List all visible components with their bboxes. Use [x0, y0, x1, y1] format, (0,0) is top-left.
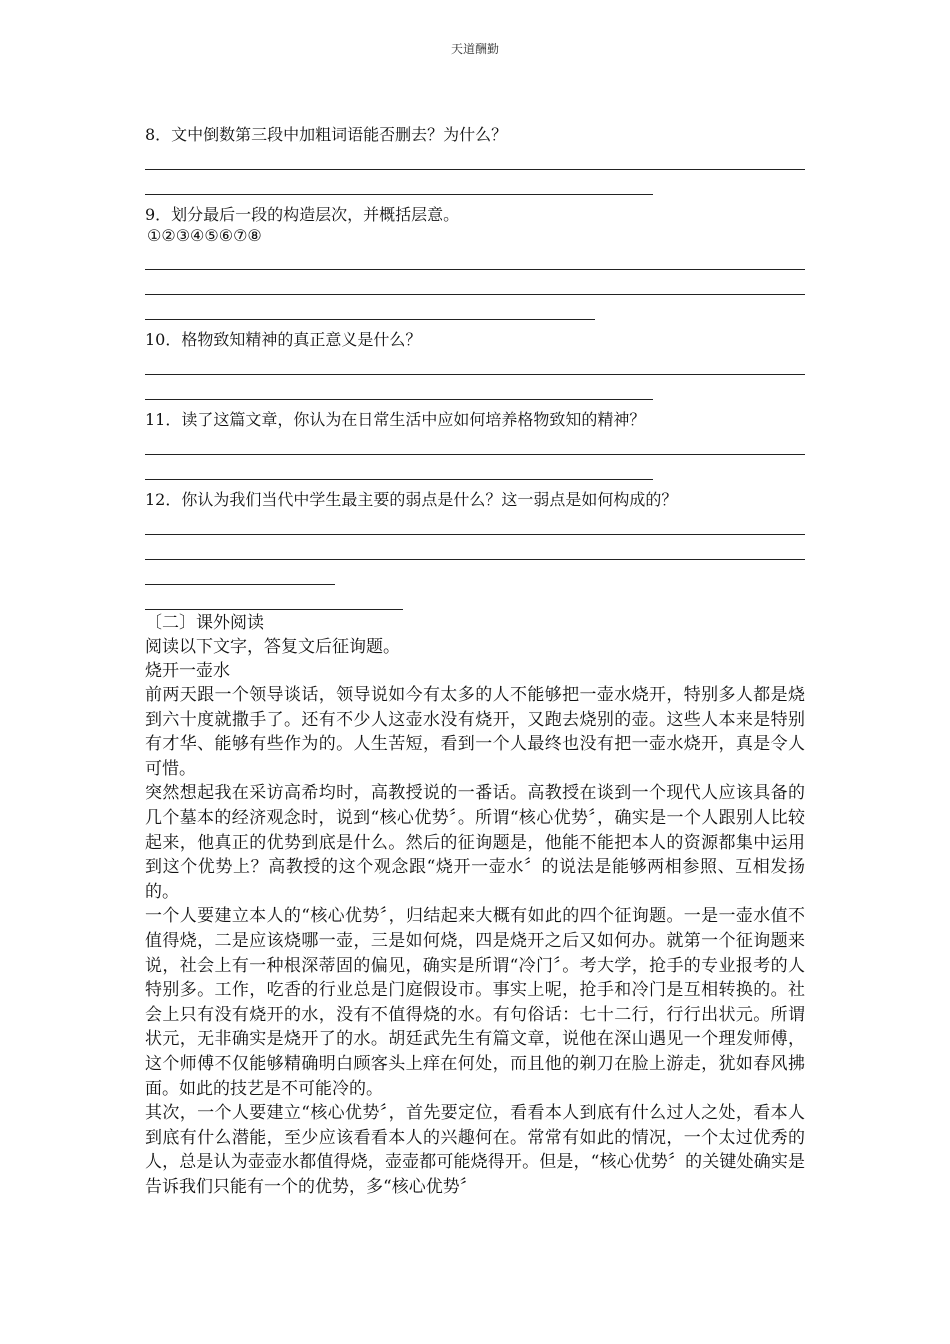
section-heading: 〔二〕课外阅读	[145, 613, 264, 633]
question-10: 10．格物致知精神的真正意义是什么？	[145, 330, 422, 349]
answer-line	[145, 351, 805, 376]
article-paragraph: 突然想起我在采访高希均时，高教授说的一番话。高教授在谈到一个现代人应该具备的几个墓本的经济观念时，说到“核心优势〞。所谓“核心优势〞，确实是一个人跟别人比较起来，他真正的优势到底是什么。然后的征询题是，他能不能把本人的资源都集中运用到这个优势上？高教授的这个观念跟“烧开一壶水〞的说法是能够两相参照、互相发扬的。	[145, 783, 805, 902]
page-header: 天道酬勤	[450, 42, 499, 56]
answer-line	[145, 171, 805, 196]
question-8: 8．文中倒数第三段中加粗词语能否删去？为什么？	[145, 125, 508, 144]
answer-line	[145, 146, 805, 171]
answer-line	[145, 246, 805, 271]
article-paragraph: 前两天跟一个领导谈话，领导说如今有太多的人不能够把一壶水烧开，特别多人都是烧到六十度就撒手了。还有不少人这壶水没有烧开，又跑去烧别的壶。这些人本来是特别有才华、能够有些作为的。人生苦短，看到一个人最终也没有把一壶水烧开，真是令人可惜。	[145, 685, 805, 779]
question-9: 9．划分最后一段的构造层次，并概括层意。	[145, 205, 460, 224]
article-paragraph: 其次，一个人要建立“核心优势〞，首先要定位，看看本人到底有什么过人之处，看本人到底有什么潜能，至少应该看看本人的兴趣何在。常常有如此的情况，一个太过优秀的人，总是认为壶壶水都值得烧，壶壶都可能烧得开。但是，“核心优势〞的关键处确实是告诉我们只能有一个的优势，多“核心优势〞	[145, 1103, 805, 1197]
article-paragraph: 一个人要建立本人的“核心优势〞，归结起来大概有如此的四个征询题。一是一壶水值不值得烧，二是应该烧哪一壶，三是如何烧，四是烧开之后又如何办。就第一个征询题来说，社会上有一种根深蒂固的偏见，确实是所谓“冷门〞。考大学，抢手的专业报考的人特别多。工作，吃香的行业总是门庭假设市。事实上呢，抢手和冷门是互相转换的。社会上只有没有烧开的水，没有不值得烧的水。有句俗话：七十二行，行行出状元。所谓状元，无非确实是烧开了的水。胡廷武先生有篇文章，说他在深山遇见一个理发师傅，这个师傅不仅能够精确明白顾客头上痒在何处，而且他的剃刀在脸上游走，犹如春风拂面。如此的技艺是不可能冷的。	[145, 906, 805, 1099]
answer-line	[145, 536, 805, 561]
answer-line	[145, 376, 805, 401]
question-9-markers: ①②③④⑤⑥⑦⑧	[147, 226, 262, 245]
article-title: 烧开一壶水	[145, 661, 230, 681]
answer-line	[145, 511, 805, 536]
question-11: 11．读了这篇文章，你认为在日常生活中应如何培养格物致知的精神？	[145, 410, 646, 429]
answer-line	[145, 456, 805, 481]
answer-line	[145, 431, 805, 456]
answer-line	[145, 296, 805, 321]
question-12: 12．你认为我们当代中学生最主要的弱点是什么？这一弱点是如何构成的？	[145, 490, 678, 509]
answer-line	[145, 586, 805, 611]
page-content	[145, 124, 805, 1199]
section-instruction: 阅读以下文字，答复文后征询题。	[145, 637, 400, 657]
answer-line	[145, 271, 805, 296]
answer-line	[145, 561, 805, 586]
